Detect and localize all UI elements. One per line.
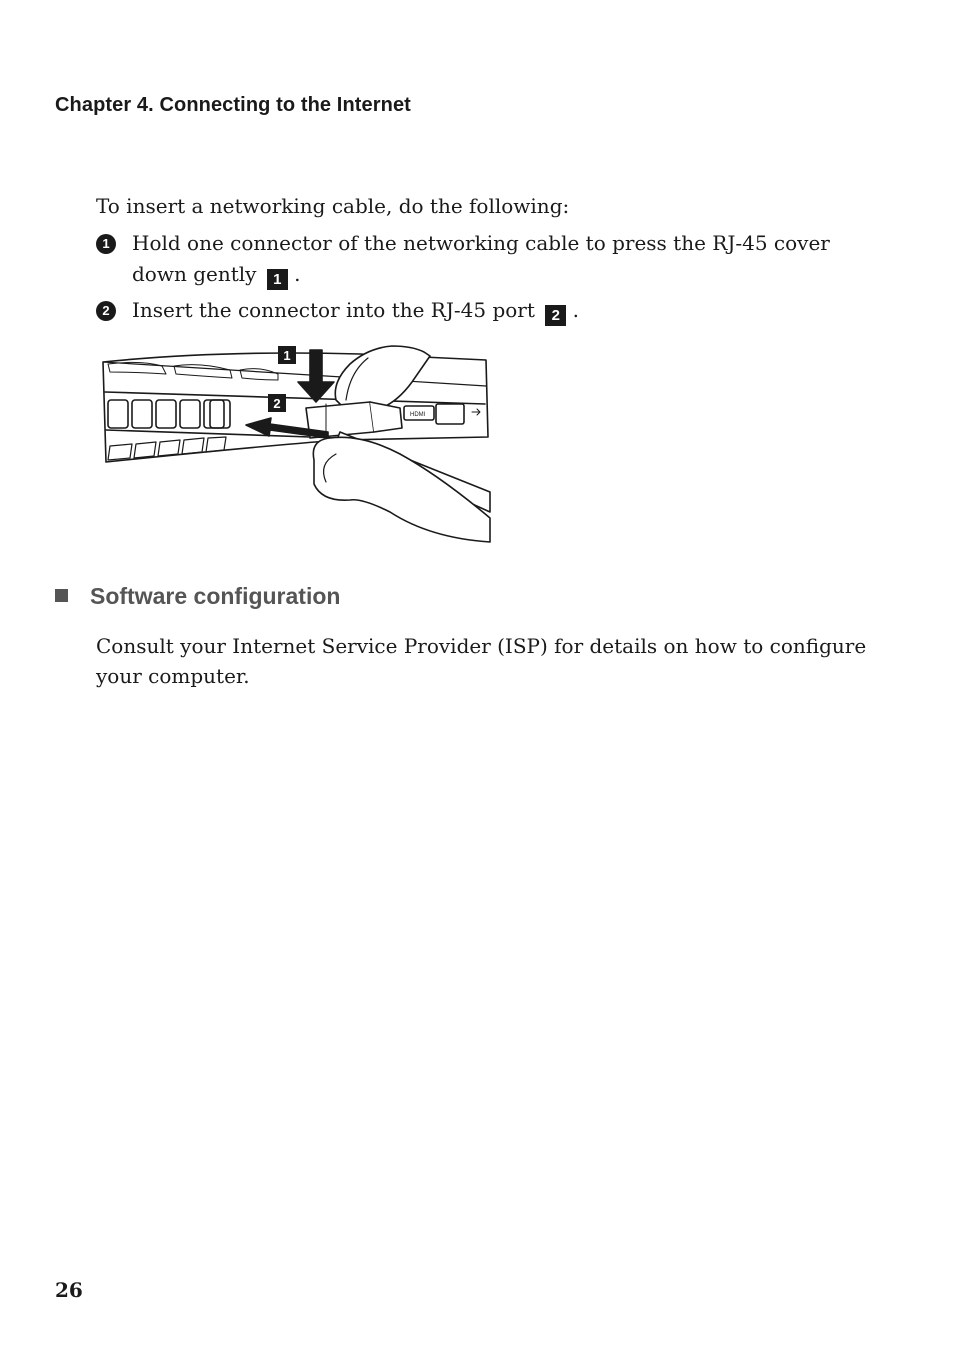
- step-1-text-wrap: [132, 228, 836, 290]
- step-2-end: .: [572, 298, 579, 322]
- intro-text: To insert a networking cable, do the following:: [96, 194, 570, 218]
- chapter-header: Chapter 4. Connecting to the Internet: [55, 94, 411, 116]
- step-1-marker: 1: [96, 234, 116, 254]
- page-number: 26: [55, 1278, 83, 1302]
- step-1: [96, 228, 836, 290]
- step-2-text-wrap: [132, 295, 836, 326]
- step-2: [96, 295, 836, 326]
- step-1-end: .: [294, 262, 301, 286]
- section-heading: [55, 583, 340, 610]
- square-bullet-icon: [55, 589, 68, 602]
- step-2-callout: 2: [545, 305, 566, 326]
- step-1-callout: 1: [267, 269, 288, 290]
- rj45-insertion-illustration: [100, 342, 494, 548]
- figure-callout-2-label: 2: [273, 396, 281, 411]
- hdmi-label: HDMI: [410, 412, 426, 418]
- step-2-marker: 2: [96, 301, 116, 321]
- section-body: Consult your Internet Service Provider (ISP) for details on how to configure your computer.: [96, 634, 867, 688]
- step-1-text: Hold one connector of the networking cable to press the RJ-45 cover down gently: [132, 231, 830, 286]
- section-heading-text: Software configuration: [90, 583, 341, 609]
- figure-callout-1: [278, 346, 296, 364]
- figure-callout-1-label: 1: [283, 348, 291, 363]
- figure-callout-2: [268, 394, 286, 412]
- step-2-text: Insert the connector into the RJ-45 port: [132, 298, 535, 322]
